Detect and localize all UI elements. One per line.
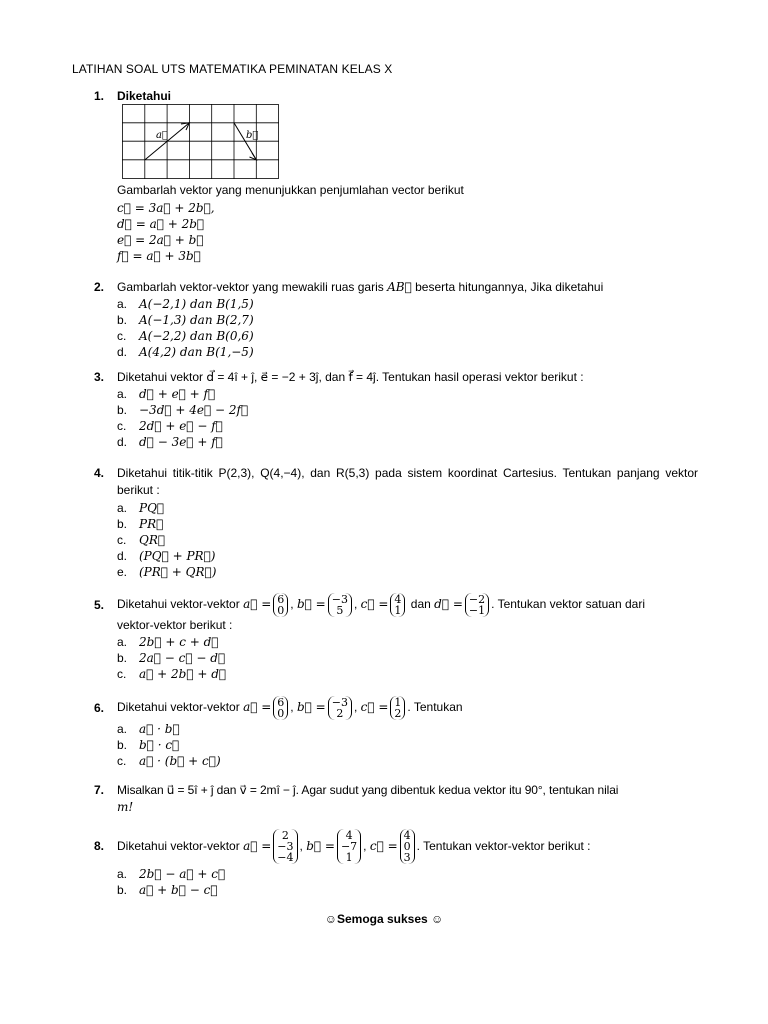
question-4 — [94, 465, 698, 580]
vector-a-name: a⃗ = — [243, 700, 272, 714]
list-item: d. d⃗ − 3e⃗ + f⃗ — [117, 435, 223, 449]
vector-a-name: a⃗ = — [243, 839, 272, 853]
question-2-text-after: beserta hitungannya, Jika diketahui — [411, 280, 604, 294]
question-2-text-before: Gambarlah vektor-vektor yang mewakili ruas garis — [117, 280, 388, 294]
vector-d-name: d⃗ = — [434, 597, 463, 611]
list-item: c. 2d⃗ + e⃗ − f⃗ — [117, 419, 223, 433]
question-4-text: Diketahui titik-titik P(2,3), Q(4,−4), dan R(5,3) pada sistem koordinat Cartesius. Tentukan panjang vektor berikut : — [117, 466, 698, 497]
question-6: 6. Diketahui vektor-vektor a⃗ = 6 0 , b⃗ = −3 2 , c⃗ = 1 2 . Tentukan a. a⃗ · b⃗ b. b⃗ · c⃗ c. a⃗ · (b⃗ + c⃗) — [94, 695, 698, 769]
question-2 — [94, 279, 698, 360]
question-8-post: . Tentukan vektor-vektor berikut : — [416, 839, 591, 853]
vector-c-matrix: 1 2 — [390, 696, 405, 720]
q1-line-c: c⃗ = 3a⃗ + 2b⃗, — [117, 201, 215, 215]
list-item: a. a⃗ · b⃗ — [117, 721, 180, 736]
list-item: a. 2b⃗ + c + d⃗ — [117, 634, 219, 649]
list-item: b. 2a⃗ − c⃗ − d⃗ — [117, 650, 226, 665]
question-5-pre: Diketahui vektor-vektor — [117, 597, 240, 611]
list-item: d. (PQ⃗ + PR⃗) — [117, 549, 216, 563]
question-3 — [94, 369, 698, 450]
vector-grid — [122, 104, 280, 180]
vector-b-label: b⃗ — [246, 130, 259, 141]
list-item: a. d⃗ + e⃗ + f⃗ — [117, 387, 216, 401]
list-item: c. a⃗ + 2b⃗ + d⃗ — [117, 666, 227, 681]
list-item: b. A(−1,3) dan B(2,7) — [117, 313, 254, 327]
list-item: d. A(4,2) dan B(1,−5) — [117, 345, 254, 359]
vector-a-name: a⃗ = — [243, 597, 272, 611]
conjunction: dan — [410, 597, 431, 611]
vector-c-name: c⃗ = — [360, 597, 389, 611]
vector-b-name: b⃗ = — [296, 700, 326, 714]
question-7-line2: m! — [117, 800, 134, 814]
question-number: 8. — [94, 839, 105, 853]
list-item: b. a⃗ + b⃗ − c⃗ — [117, 883, 218, 897]
question-5-post: . Tentukan vektor satuan dari — [491, 597, 645, 611]
vector-a-matrix: 6 0 — [273, 593, 288, 617]
q1-line-f: f⃗ = a⃗ + 3b⃗ — [117, 249, 201, 263]
vector-c-name: c⃗ = — [369, 839, 398, 853]
list-item: c. QR⃗ — [117, 533, 166, 547]
question-6-post: . Tentukan — [407, 700, 463, 714]
list-item: a. PQ⃗ — [117, 501, 165, 515]
question-number: 1. — [94, 89, 105, 103]
closing-message: ☺Semoga sukses ☺ — [324, 912, 444, 926]
question-6-pre: Diketahui vektor-vektor — [117, 700, 240, 714]
q1-line-d: d⃗ = a⃗ + 2b⃗ — [117, 217, 205, 231]
vector-c-name: c⃗ = — [360, 700, 389, 714]
list-item: a. 2b⃗ − a⃗ + c⃗ — [117, 867, 226, 881]
question-number: 5. — [94, 598, 105, 612]
question-number: 2. — [94, 280, 105, 294]
list-item: a. A(−2,1) dan B(1,5) — [117, 297, 254, 311]
list-item: c. a⃗ · (b⃗ + c⃗) — [117, 753, 221, 768]
list-item: b. b⃗ · c⃗ — [117, 737, 180, 752]
vector-c-matrix: 4 1 — [390, 593, 405, 617]
question-3-text: Diketahui vektor d⃗ = 4î + ĵ, e⃗ = −2 + 3ĵ, dan f⃗ = 4ĵ. Tentukan hasil operasi vektor berikut : — [117, 370, 584, 384]
question-7-line1: Misalkan u⃗ = 5î + ĵ dan v⃗ = 2mî − ĵ. Agar sudut yang dibentuk kedua vektor itu 90°, tentukan nilai — [117, 783, 619, 797]
vector-b-matrix: −3 5 — [328, 593, 352, 617]
question-1-body — [94, 182, 698, 264]
question-1-heading: Diketahui — [117, 89, 172, 103]
question-number: 7. — [94, 783, 105, 797]
question-1-instruction: Gambarlah vektor yang menunjukkan penjumlahan vector berikut — [117, 183, 464, 197]
question-1 — [94, 88, 698, 105]
q1-line-e: e⃗ = 2a⃗ + b⃗ — [117, 233, 204, 247]
question-number: 3. — [94, 370, 105, 384]
list-item: b. −3d⃗ + 4e⃗ − 2f⃗ — [117, 403, 249, 417]
vector-b-matrix: −3 2 — [328, 696, 352, 720]
question-8: 8. Diketahui vektor-vektor a⃗ =2 −3 −4, b⃗ =4 −7 1, c⃗ =4 0 3. Tentukan vektor-vektor berikut : a. 2b⃗ − a⃗ + c⃗ b. a⃗ + b⃗ − c⃗ — [94, 826, 698, 898]
question-7 — [94, 782, 698, 816]
vector-a-matrix: 2 −3 −4 — [273, 829, 297, 864]
list-item: c. A(−2,2) dan B(0,6) — [117, 329, 254, 343]
list-item: e. (PR⃗ + QR⃗) — [117, 565, 217, 579]
question-number: 6. — [94, 701, 105, 715]
vector-b-name: b⃗ = — [296, 597, 326, 611]
question-8-pre: Diketahui vektor-vektor — [117, 839, 240, 853]
vector-a-label: a⃗ — [156, 130, 168, 141]
question-5: 5. Diketahui vektor-vektor a⃗ = 6 0 , b⃗ = −3 5 , c⃗ = 4 1 dan d⃗ = −2 −1 . Tentukan vektor satuan dari vektor-vektor berikut : a. 2b⃗ + c + d⃗ b. 2a⃗ − c⃗ − d⃗ c. a⃗ + 2b⃗ + d⃗ — [94, 592, 698, 682]
vector-b-name: b⃗ = — [306, 839, 335, 853]
question-number: 4. — [94, 466, 105, 480]
question-5-line2: vektor-vektor berikut : — [117, 617, 233, 632]
list-item: b. PR⃗ — [117, 517, 164, 531]
vector-a-matrix: 6 0 — [273, 696, 288, 720]
segment-ab: AB⃗ — [387, 280, 412, 294]
page-title: LATIHAN SOAL UTS MATEMATIKA PEMINATAN KELAS X — [72, 62, 393, 76]
vector-d-matrix: −2 −1 — [465, 593, 489, 617]
vector-b-matrix: 4 −7 1 — [337, 829, 361, 864]
vector-c-matrix: 4 0 3 — [400, 829, 415, 864]
